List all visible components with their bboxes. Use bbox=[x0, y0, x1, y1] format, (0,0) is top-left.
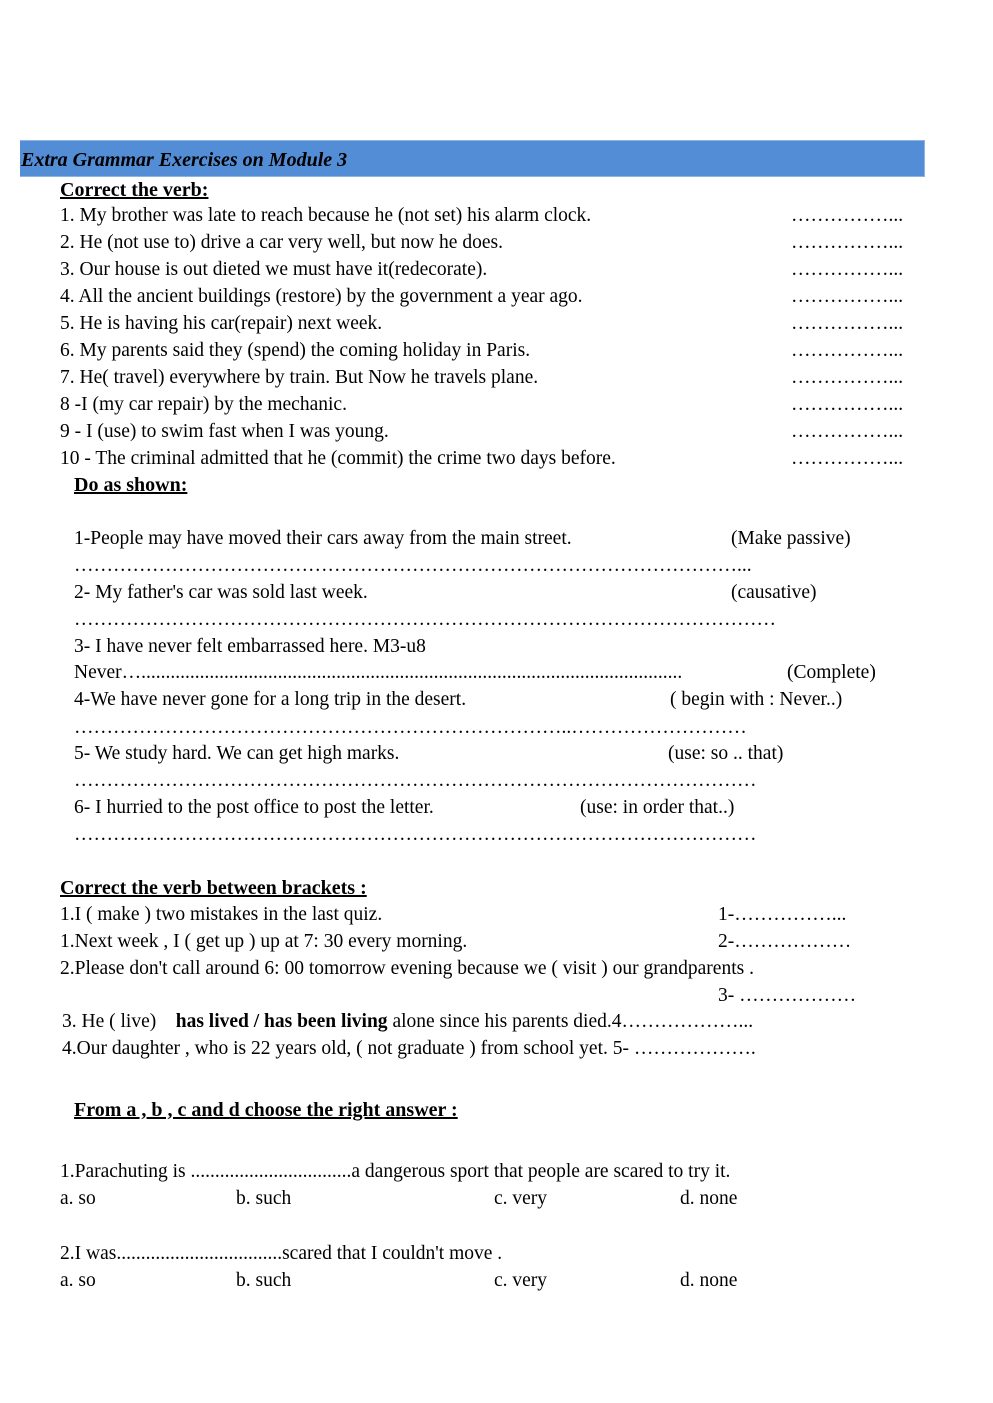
answer-blank[interactable]: ……………... bbox=[791, 394, 904, 415]
exercise-item: 3- I have never felt embarrassed here. M3-u8 bbox=[74, 636, 426, 657]
exercise-item: 4.Our daughter , who is 22 years old, ( not graduate ) from school yet. 5- ………………. bbox=[62, 1038, 756, 1059]
exercise-item: 8 -I (my car repair) by the mechanic. bbox=[60, 394, 347, 415]
instruction: ( begin with : Never..) bbox=[670, 689, 843, 710]
section-heading-verb-brackets: Correct the verb between brackets : bbox=[60, 877, 367, 899]
option-b[interactable]: b. such bbox=[236, 1188, 292, 1209]
answer-line[interactable]: ……………………………………………………………………………………………… bbox=[74, 609, 776, 630]
option-d[interactable]: d. none bbox=[680, 1270, 738, 1291]
page-title: Extra Grammar Exercises on Module 3 bbox=[21, 149, 348, 171]
instruction: (use: in order that..) bbox=[580, 797, 735, 818]
filled-answer: has lived / has been living bbox=[175, 1011, 388, 1032]
answer-blank[interactable]: ……………... bbox=[791, 313, 904, 334]
item-text-after: alone since his parents died.4………………... bbox=[392, 1011, 754, 1032]
answer-line[interactable]: Never…............................................................................................................... bbox=[74, 662, 683, 683]
answer-blank[interactable]: ……………... bbox=[791, 286, 904, 307]
option-c[interactable]: c. very bbox=[494, 1188, 548, 1209]
option-d[interactable]: d. none bbox=[680, 1188, 738, 1209]
exercise-item: 1.Next week , I ( get up ) up at 7: 30 every morning. bbox=[60, 931, 468, 952]
instruction: (Make passive) bbox=[731, 528, 851, 549]
answer-blank[interactable]: ……………... bbox=[791, 367, 904, 388]
option-c[interactable]: c. very bbox=[494, 1270, 548, 1291]
answer-blank[interactable]: 2-……………… bbox=[718, 931, 852, 952]
exercise-item: 1.I ( make ) two mistakes in the last quiz. bbox=[60, 904, 383, 925]
section-heading-choose-answer: From a , b , c and d choose the right answer : bbox=[74, 1099, 458, 1121]
instruction: (causative) bbox=[731, 582, 817, 603]
exercise-item: 5- We study hard. We can get high marks. bbox=[74, 743, 400, 764]
answer-blank[interactable]: ……………... bbox=[791, 448, 904, 469]
exercise-item: 6. My parents said they (spend) the coming holiday in Paris. bbox=[60, 340, 531, 361]
exercise-item: 1. My brother was late to reach because he (not set) his alarm clock. bbox=[60, 205, 592, 226]
question-text: 2.I was..................................scared that I couldn't move . bbox=[60, 1243, 503, 1264]
answer-blank[interactable]: ……………... bbox=[791, 421, 904, 442]
exercise-item: 1-People may have moved their cars away from the main street. bbox=[74, 528, 572, 549]
exercise-item: 2.Please don't call around 6: 00 tomorrow evening because we ( visit ) our grandparents . bbox=[60, 958, 754, 979]
answer-blank[interactable]: 1-……………... bbox=[718, 904, 847, 925]
answer-blank[interactable]: ……………... bbox=[791, 259, 904, 280]
exercise-item: 10 - The criminal admitted that he (commit) the crime two days before. bbox=[60, 448, 616, 469]
exercise-item: 9 - I (use) to swim fast when I was young. bbox=[60, 421, 389, 442]
answer-blank[interactable]: 3- ……………… bbox=[718, 985, 857, 1006]
question-text: 1.Parachuting is .................................a dangerous sport that people are scared to try it. bbox=[60, 1161, 731, 1182]
answer-line[interactable]: …………………………………………………………………………………………… bbox=[74, 824, 757, 845]
answer-line[interactable]: …………………………………………………………………..……………………… bbox=[74, 717, 747, 738]
exercise-item: 7. He( travel) everywhere by train. But Now he travels plane. bbox=[60, 367, 539, 388]
exercise-item: 2. He (not use to) drive a car very well, but now he does. bbox=[60, 232, 503, 253]
option-a[interactable]: a. so bbox=[60, 1270, 96, 1291]
instruction: (Complete) bbox=[787, 662, 876, 683]
exercise-item: 4. All the ancient buildings (restore) by the government a year ago. bbox=[60, 286, 583, 307]
answer-line[interactable]: …………………………………………………………………………………………... bbox=[74, 555, 752, 576]
instruction: (use: so .. that) bbox=[668, 743, 784, 764]
exercise-item bbox=[62, 1010, 753, 1034]
answer-blank[interactable]: ……………... bbox=[791, 232, 904, 253]
option-b[interactable]: b. such bbox=[236, 1270, 292, 1291]
option-a[interactable]: a. so bbox=[60, 1188, 96, 1209]
exercise-item: 6- I hurried to the post office to post the letter. bbox=[74, 797, 434, 818]
section-heading-correct-verb: Correct the verb: bbox=[60, 179, 209, 201]
exercise-item: 4-We have never gone for a long trip in the desert. bbox=[74, 689, 467, 710]
exercise-item: 5. He is having his car(repair) next week. bbox=[60, 313, 383, 334]
exercise-item: 3. Our house is out dieted we must have it(redecorate). bbox=[60, 259, 488, 280]
answer-line[interactable]: …………………………………………………………………………………………… bbox=[74, 770, 757, 791]
answer-blank[interactable]: ……………... bbox=[791, 340, 904, 361]
exercise-item: 2- My father's car was sold last week. bbox=[74, 582, 368, 603]
item-text-before: 3. He ( live) bbox=[62, 1011, 157, 1032]
answer-blank[interactable]: ……………... bbox=[791, 205, 904, 226]
section-heading-do-as-shown: Do as shown: bbox=[74, 474, 188, 496]
